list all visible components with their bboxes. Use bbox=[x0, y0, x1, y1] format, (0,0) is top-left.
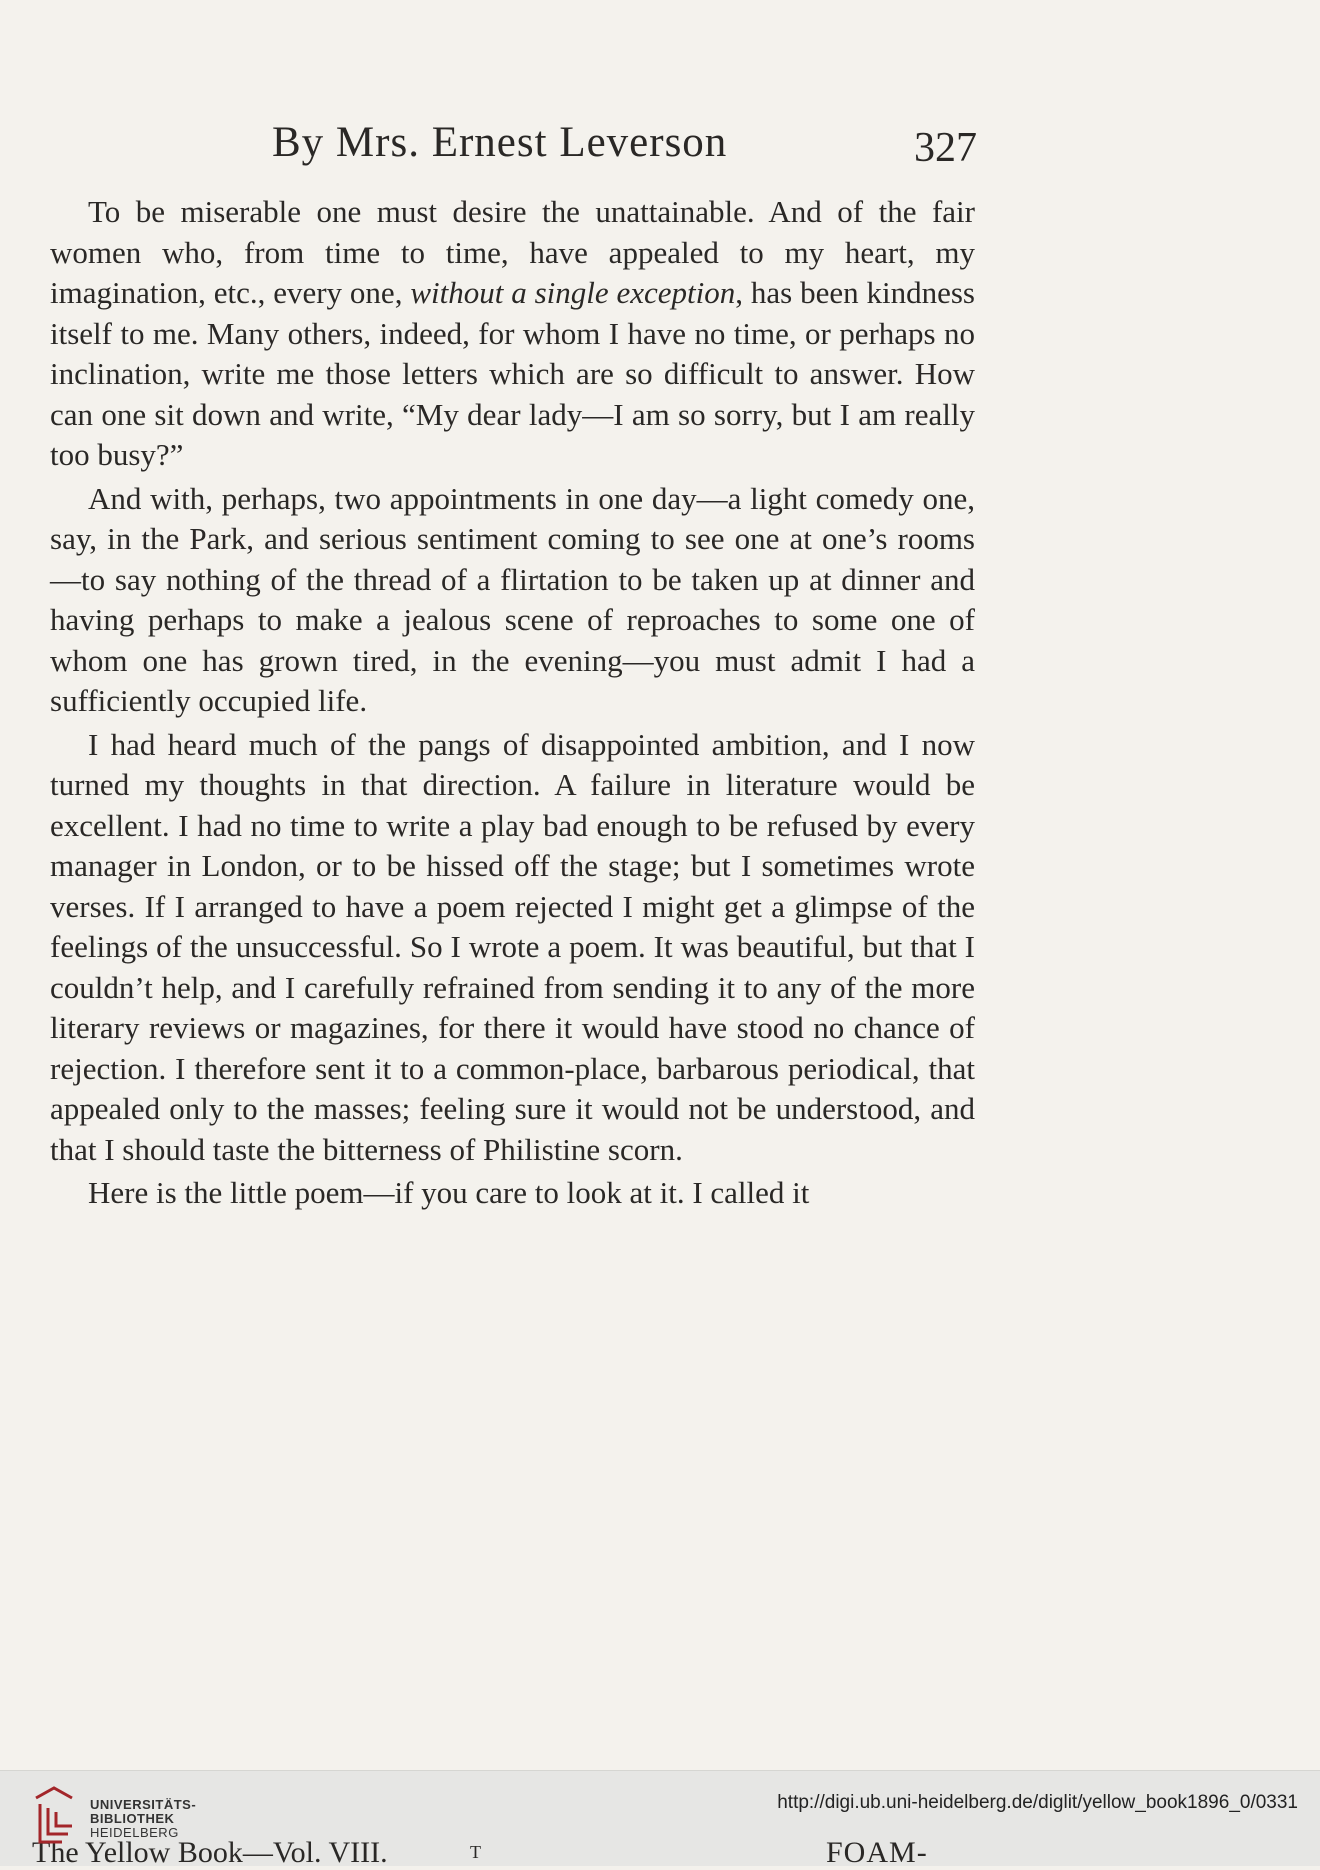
running-header bbox=[272, 118, 977, 178]
catchword: FOAM- bbox=[826, 1836, 928, 1869]
library-logo-icon bbox=[32, 1786, 76, 1848]
italic-phrase: without a single exception bbox=[410, 275, 736, 310]
page-number: 327 bbox=[914, 125, 977, 171]
paragraph: Here is the little poem—if you care to look at it. I called it bbox=[88, 1175, 810, 1210]
signature-mark: T bbox=[470, 1842, 481, 1862]
paragraph: And with, perhaps, two appointments in one day—a light comedy one, say, in the Park, and serious sentiment coming to see one at one’s rooms—to say nothing of the thread of a flirtation to be taken up at dinner and having perhaps to make a jealous scene of reproaches to some one of whom one has grown tired, in the evening—you must admit I had a sufficiently occupied life. bbox=[50, 480, 975, 718]
library-name: UNIVERSITÄTS- BIBLIOTHEK HEIDELBERG bbox=[90, 1797, 197, 1840]
header-title: By Mrs. Ernest Leverson bbox=[272, 119, 728, 166]
body-text bbox=[50, 192, 975, 1214]
permalink[interactable]: http://digi.ub.uni-heidelberg.de/diglit/yellow_book1896_0/0331 bbox=[777, 1792, 1298, 1813]
paragraph: To be miserable one must desire the unattainable. And of the fair women who, from time to time, have appealed to my heart, my imagination, etc., every one, without a single exception, has been kindness itself to me. Many others, indeed, for whom I have no time, or perhaps no inclination, write me those letters which are so difficult to answer. How can one sit down and write, “My dear lady—I am so sorry, but I am really too busy?” bbox=[50, 194, 975, 472]
signature-line: The Yellow Book—Vol. VIII. bbox=[32, 1836, 388, 1869]
paragraph: I had heard much of the pangs of disappointed ambition, and I now turned my thoughts in that direction. A failure in literature would be excellent. I had no time to write a play bad enough to be refused by every manager in London, or to be hissed off the stage; but I sometimes wrote verses. If I arranged to have a poem rejected I might get a glimpse of the feelings of the unsuccessful. So I wrote a poem. It was beautiful, but that I couldn’t help, and I carefully refrained from sending it to any of the more literary reviews or magazines, for there it would have stood no chance of rejection. I therefore sent it to a common-place, barbarous periodical, that appealed only to the masses; feeling sure it would not be understood, and that I should taste the bitterness of Philistine scorn. bbox=[50, 726, 975, 1167]
